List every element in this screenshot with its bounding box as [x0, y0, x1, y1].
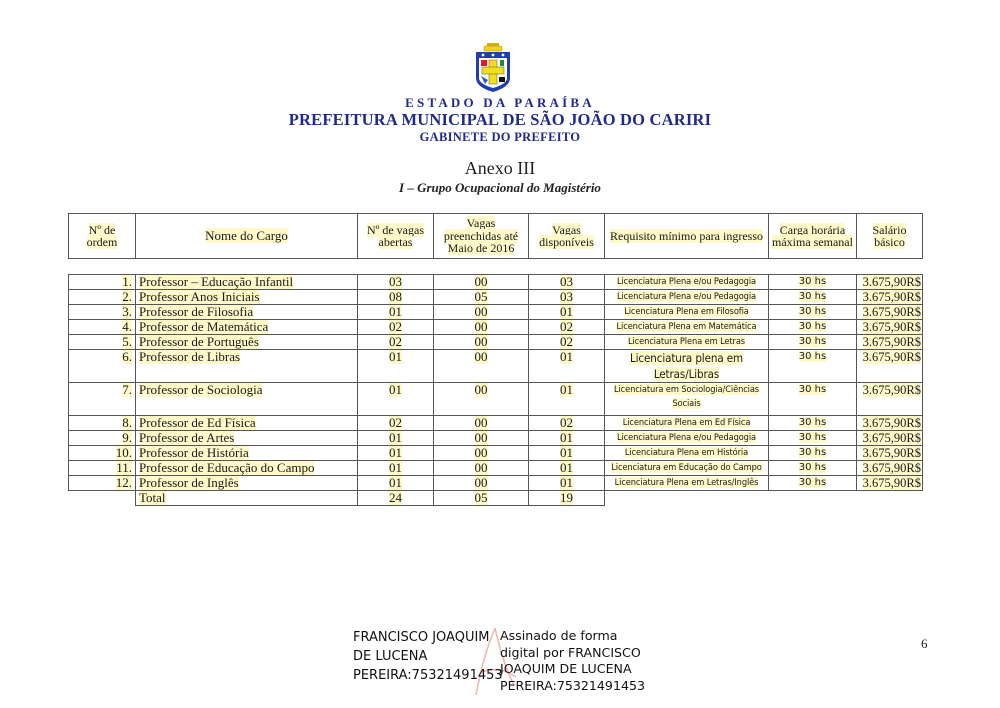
row-filled: 00 [474, 415, 488, 430]
row-available: 01 [560, 349, 573, 364]
row-workload: 30 hs [798, 321, 827, 332]
row-order: 5. [122, 334, 132, 349]
table-row [69, 476, 923, 491]
row-position-name: Professor de Libras [139, 349, 241, 364]
row-available: 01 [560, 304, 573, 319]
total-available: 19 [560, 490, 573, 505]
row-workload: 30 hs [798, 432, 827, 443]
row-available: 03 [560, 289, 573, 304]
column-header-open: Nº de vagas abertas [358, 214, 434, 259]
row-available: 01 [560, 460, 573, 475]
row-position-name: Professor de História [139, 445, 249, 460]
row-workload: 30 hs [798, 384, 827, 395]
column-header-name: Nome do Cargo [136, 214, 358, 259]
table-row [69, 431, 923, 446]
row-filled: 00 [474, 475, 488, 490]
column-header-salary: Salário básico [857, 214, 923, 259]
row-open: 03 [389, 274, 402, 289]
row-requirement: Licenciatura Plena em Matemática [616, 321, 757, 332]
signer-name-block: FRANCISCO JOAQUIM DE LUCENA PEREIRA:75321491453 [353, 630, 503, 683]
row-workload: 30 hs [798, 447, 827, 458]
row-requirement: Licenciatura Plena em Ed Física [622, 417, 751, 428]
row-order: 1. [122, 274, 132, 289]
annex-subtitle: I – Grupo Ocupacional do Magistério [399, 180, 601, 195]
row-workload: 30 hs [798, 276, 827, 287]
column-header-requirement: Requisito mínimo para ingresso [605, 214, 769, 259]
row-filled: 00 [474, 304, 488, 319]
table-row [69, 416, 923, 431]
row-available: 02 [560, 415, 573, 430]
row-position-name: Professor de Matemática [139, 319, 269, 334]
row-position-name: Professor de Inglês [139, 475, 239, 490]
row-salary: 3.675,90R$ [862, 290, 921, 304]
row-order: 3. [122, 304, 132, 319]
row-requirement: Licenciatura plena em Letras/Libras [630, 351, 743, 381]
row-available: 02 [560, 334, 573, 349]
column-header-order: Nº de ordem [69, 214, 136, 259]
row-order: 12. [115, 475, 132, 490]
row-workload: 30 hs [798, 462, 827, 473]
row-open: 01 [389, 460, 402, 475]
row-salary: 3.675,90R$ [862, 320, 921, 334]
row-order: 11. [116, 460, 132, 475]
row-salary: 3.675,90R$ [862, 431, 921, 445]
coat-of-arms-icon [473, 42, 513, 94]
total-open: 24 [389, 490, 402, 505]
row-salary: 3.675,90R$ [862, 476, 921, 490]
row-position-name: Professor Anos Iniciais [139, 289, 260, 304]
row-salary: 3.675,90R$ [862, 350, 921, 364]
row-filled: 00 [474, 445, 488, 460]
row-requirement: Licenciatura Plena em Filosofia [624, 306, 749, 317]
annex-title: Anexo III [464, 158, 536, 178]
row-open: 08 [389, 289, 402, 304]
row-filled: 00 [474, 382, 488, 397]
row-available: 01 [560, 445, 573, 460]
row-filled: 05 [474, 289, 488, 304]
row-order: 2. [122, 289, 132, 304]
table-row [69, 335, 923, 350]
row-requirement: Licenciatura Plena em Letras/Inglês [614, 477, 759, 488]
row-open: 02 [389, 319, 402, 334]
row-requirement: Licenciatura Plena e/ou Pedagogia [616, 276, 756, 287]
row-open: 02 [389, 415, 402, 430]
row-salary: 3.675,90R$ [862, 335, 921, 349]
column-header-filled: Vagas preenchidas até Maio de 2016 [434, 214, 529, 259]
table-row [69, 446, 923, 461]
row-filled: 00 [474, 460, 488, 475]
row-salary: 3.675,90R$ [862, 416, 921, 430]
table-total-row [69, 491, 923, 506]
total-label: Total [139, 490, 166, 505]
row-salary: 3.675,90R$ [862, 305, 921, 319]
row-open: 01 [389, 475, 402, 490]
column-header-available: Vagas disponíveis [529, 214, 605, 259]
row-order: 8. [122, 415, 132, 430]
row-filled: 00 [474, 349, 488, 364]
table-header [68, 213, 923, 259]
table-row [69, 275, 923, 290]
row-requirement: Licenciatura em Sociologia/Ciências Sociais [613, 384, 760, 409]
row-filled: 00 [474, 430, 488, 445]
row-open: 01 [389, 445, 402, 460]
row-available: 01 [560, 475, 573, 490]
row-open: 01 [389, 382, 402, 397]
row-requirement: Licenciatura Plena em História [624, 447, 749, 458]
row-position-name: Professor de Filosofia [139, 304, 254, 319]
column-header-workload: Carga horária máxima semanal [769, 214, 857, 259]
row-workload: 30 hs [798, 417, 827, 428]
table-row [69, 290, 923, 305]
row-open: 01 [389, 430, 402, 445]
row-order: 9. [122, 430, 132, 445]
row-available: 01 [560, 430, 573, 445]
row-position-name: Professor de Educação do Campo [139, 460, 315, 475]
row-salary: 3.675,90R$ [862, 461, 921, 475]
page-number: 6 [921, 636, 928, 651]
row-filled: 00 [474, 319, 488, 334]
row-salary: 3.675,90R$ [862, 383, 921, 397]
row-position-name: Professor de Sociologia [139, 382, 263, 397]
state-name: ESTADO DA PARAÍBA [405, 95, 595, 110]
table-row [69, 305, 923, 320]
row-workload: 30 hs [798, 477, 827, 488]
row-open: 01 [389, 304, 402, 319]
row-salary: 3.675,90R$ [862, 446, 921, 460]
row-salary: 3.675,90R$ [862, 275, 921, 289]
row-workload: 30 hs [798, 306, 827, 317]
row-order: 10. [115, 445, 132, 460]
row-available: 02 [560, 319, 573, 334]
row-filled: 00 [474, 274, 488, 289]
row-position-name: Professor de Português [139, 334, 259, 349]
office-name: GABINETE DO PREFEITO [419, 130, 581, 144]
prefecture-name: PREFEITURA MUNICIPAL DE SÃO JOÃO DO CARIRI [288, 110, 712, 129]
table-row [69, 383, 923, 416]
row-open: 01 [389, 349, 402, 364]
row-requirement: Licenciatura Plena em Letras [627, 336, 746, 347]
row-open: 02 [389, 334, 402, 349]
row-requirement: Licenciatura Plena e/ou Pedagogia [616, 432, 756, 443]
table-row [69, 320, 923, 335]
row-workload: 30 hs [798, 291, 827, 302]
total-filled: 05 [474, 490, 488, 505]
row-available: 01 [560, 382, 573, 397]
row-order: 4. [122, 319, 132, 334]
row-available: 03 [560, 274, 573, 289]
row-requirement: Licenciatura em Educação do Campo [611, 462, 762, 473]
row-position-name: Professor de Ed Física [139, 415, 256, 430]
row-position-name: Professor – Educação Infantil [139, 274, 294, 289]
table-row [69, 461, 923, 476]
row-workload: 30 hs [798, 336, 827, 347]
row-workload: 30 hs [798, 351, 827, 362]
row-order: 6. [122, 349, 132, 364]
row-filled: 00 [474, 334, 488, 349]
row-order: 7. [122, 382, 132, 397]
row-requirement: Licenciatura Plena e/ou Pedagogia [616, 291, 756, 302]
row-position-name: Professor de Artes [139, 430, 235, 445]
signature-info-block: Assinado de forma digital por FRANCISCO JOAQUIM DE LUCENA PEREIRA:75321491453 [500, 628, 645, 693]
table-row [69, 350, 923, 383]
table-body [68, 274, 923, 506]
